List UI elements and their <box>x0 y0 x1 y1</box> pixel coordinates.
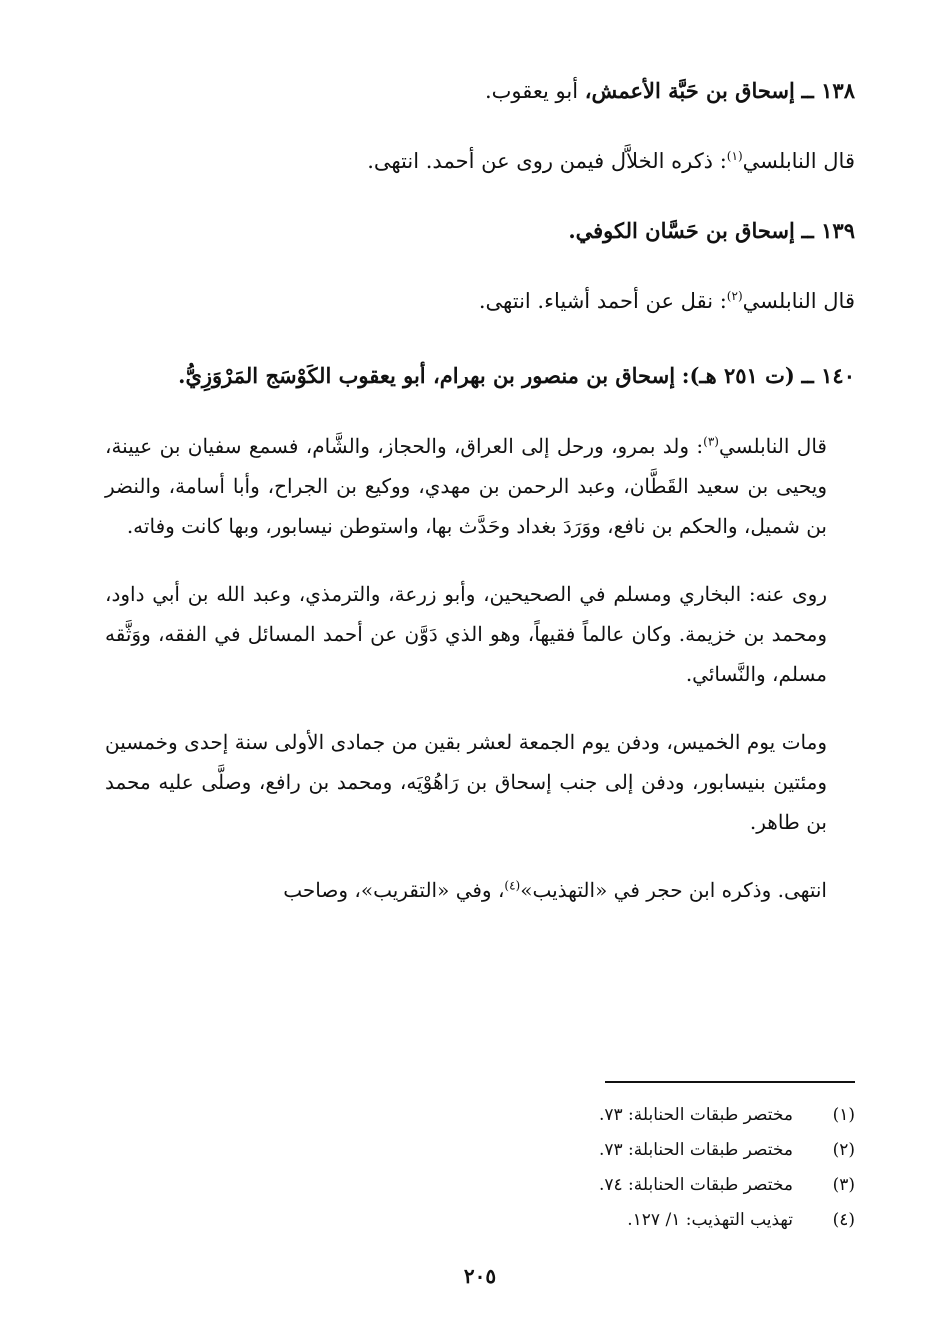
paragraph-text-continued: ، وفي «التقريب»، وصاحب <box>283 878 505 902</box>
footnote-number: (٢) <box>832 1140 855 1160</box>
footnote-ref: (٤) <box>504 878 521 893</box>
footnote-separator <box>605 1081 855 1083</box>
footnote-ref: (٣) <box>703 434 719 449</box>
footnote-item <box>105 1168 855 1203</box>
entry-139-note <box>105 284 855 318</box>
footnote-ref: (١) <box>726 149 743 163</box>
entry-140-paragraph-3: ومات يوم الخميس، ودفن يوم الجمعة لعشر بقين من جمادى الأولى سنة إحدى وخمسين ومئتين بنيسابور، ودفن إلى جنب إسحاق بن رَاهُوْيَه، ومحمد بن رافع، وصلَّى عليه محمد بن طاهر. <box>105 730 827 834</box>
footnote-item <box>105 1098 855 1133</box>
note-lead: قال النابلسي <box>718 434 827 458</box>
note-lead: قال النابلسي <box>742 149 855 173</box>
footnote-text: تهذيب التهذيب: ١/ ١٢٧. <box>627 1210 793 1230</box>
note-text: : نقل عن أحمد أشياء. انتهى. <box>478 289 727 313</box>
entry-kunya: أبو يعقوب. <box>484 79 579 103</box>
entry-140-paragraph-2: روى عنه: البخاري ومسلم في الصحيحين، وأبو زرعة، والترمذي، وعبد الله بن أبي داود، ومحمد بن خزيمة. وكان عالماً فقيهاً، وهو الذي دَوَّن عن أحمد المسائل في الفقه، ووَثَّقه مسلم، والنَّسائي. <box>105 582 827 686</box>
entry-name: إسحاق بن منصور بن بهرام، أبو يعقوب الكَوْسَج المَرْوَزِيُّ. <box>178 363 676 388</box>
entry-140-paragraph-4 <box>105 870 855 910</box>
footnote-number: (١) <box>832 1105 855 1125</box>
document-page <box>105 72 855 1302</box>
page-number: ٢٠٥ <box>463 1264 497 1288</box>
footnote-ref: (٢) <box>726 289 743 303</box>
entry-140-heading <box>105 354 855 398</box>
footnote-number: (٤) <box>832 1210 855 1230</box>
paragraph-text: انتهى. وذكره ابن حجر في «التهذيب» <box>520 878 827 902</box>
entry-138-heading <box>105 74 855 108</box>
entry-number: ١٣٩ ــ <box>801 218 855 243</box>
note-text: : ذكره الخلاَّل فيمن روى عن أحمد. انتهى. <box>367 149 727 173</box>
footnote-item <box>105 1133 855 1168</box>
footnote-text: مختصر طبقات الحنابلة: ٧٣. <box>598 1105 793 1125</box>
footnote-text: مختصر طبقات الحنابلة: ٧٣. <box>598 1140 793 1160</box>
entry-name: إسحاق بن حَسَّان الكوفي. <box>568 218 795 243</box>
entry-death-date: (ت ٢٥١ هـ): <box>681 363 795 388</box>
entry-139-heading <box>105 214 855 248</box>
footnotes <box>105 1098 855 1238</box>
entry-138-note <box>105 144 855 178</box>
note-lead: قال النابلسي <box>742 289 855 313</box>
footnote-number: (٣) <box>832 1175 855 1195</box>
entry-number: ١٤٠ ــ <box>801 363 855 388</box>
entry-name: إسحاق بن حَبَّة الأعمش، <box>584 78 795 103</box>
paragraph-text: : ولد بمرو، ورحل إلى العراق، والحجاز، والشَّام، فسمع سفيان بن عيينة، ويحيى بن سعيد القَطَّان، وعبد الرحمن بن مهدي، ووكيع بن الجراح، وأبا أسامة، والنضر بن شميل، والحكم بن نافع، ووَرَدَ بغداد وحَدَّث بها، واستوطن نيسابور، وبها كانت وفاته. <box>105 434 827 538</box>
entry-number: ١٣٨ ــ <box>801 78 855 103</box>
entry-140-paragraph-1 <box>105 426 855 546</box>
footnote-text: مختصر طبقات الحنابلة: ٧٤. <box>598 1175 793 1195</box>
footnote-item <box>105 1203 855 1238</box>
